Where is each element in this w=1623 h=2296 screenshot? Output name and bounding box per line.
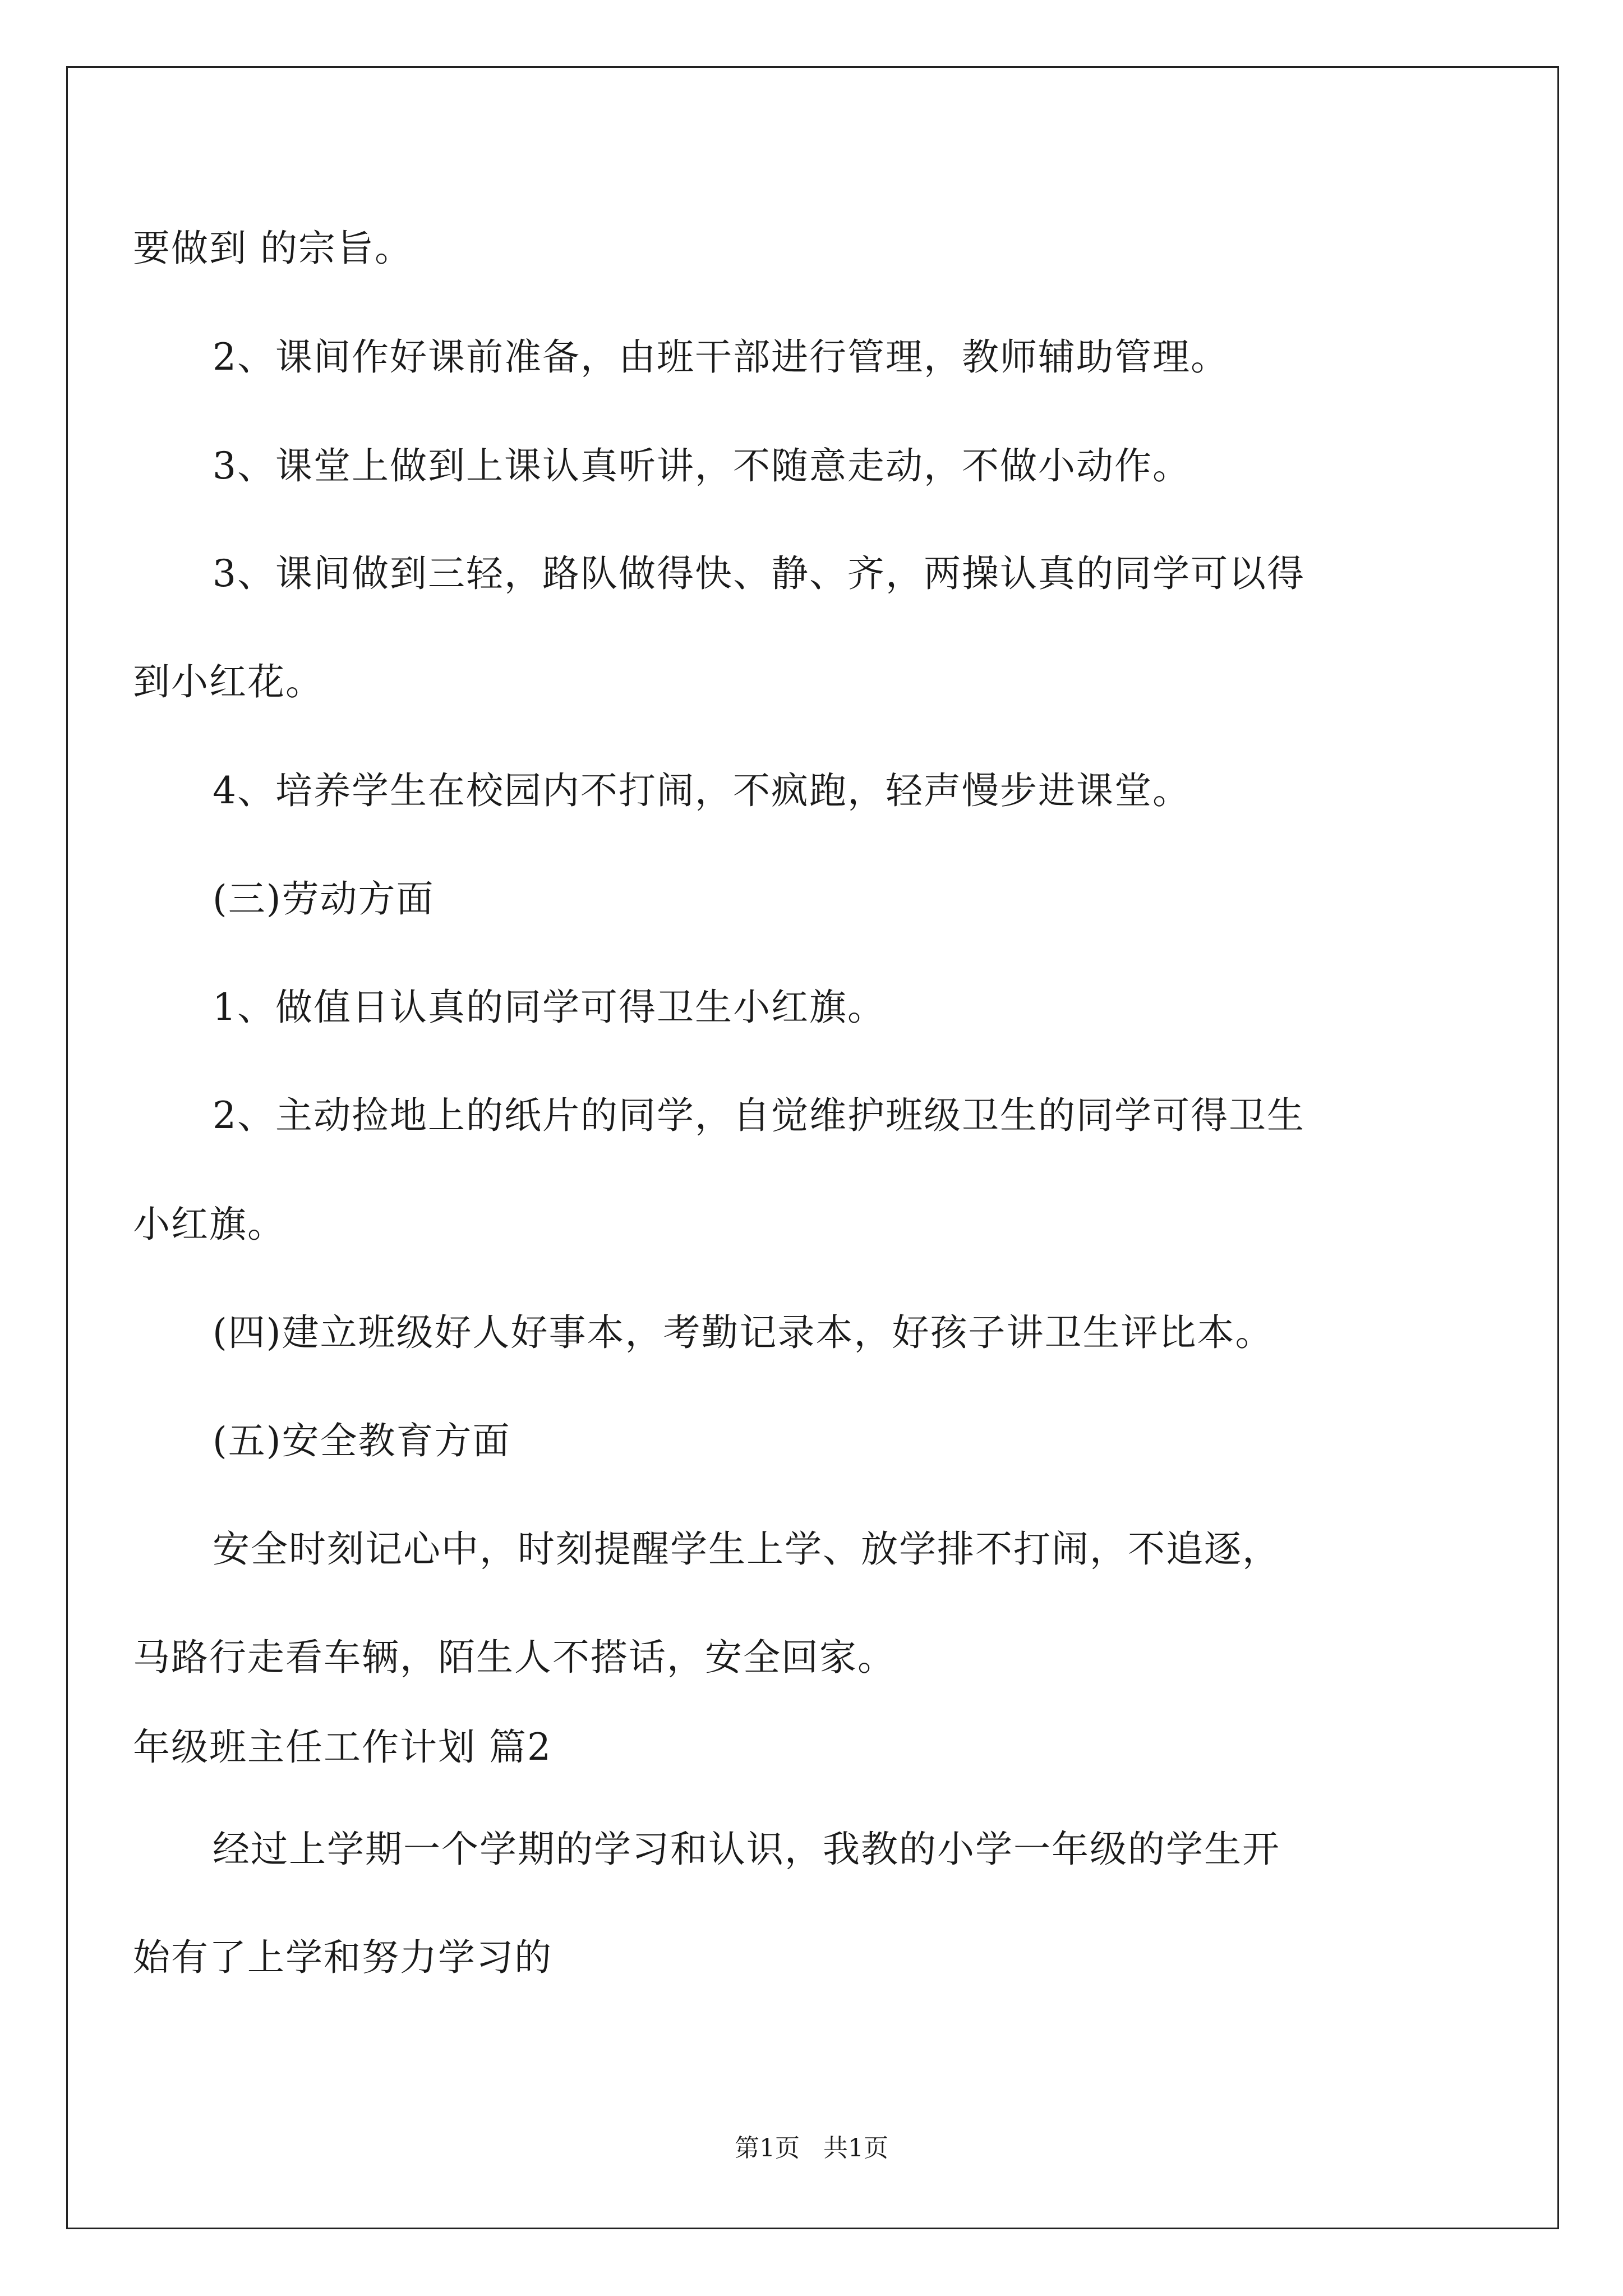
article-title: 年级班主任工作计划 篇2 bbox=[133, 1726, 552, 1769]
page-number-footer: 第1页 共1页 bbox=[735, 2134, 888, 2162]
paragraph-line: 3、课堂上做到上课认真听讲，不随意走动，不做小动作。 bbox=[213, 444, 1191, 487]
page-border bbox=[66, 66, 1559, 2229]
paragraph-line: 要做到 的宗旨。 bbox=[133, 227, 413, 270]
paragraph-line: 1、做值日认真的同学可得卫生小红旗。 bbox=[213, 986, 886, 1029]
paragraph-line: 始有了上学和努力学习的 bbox=[133, 1936, 552, 1979]
section-heading: (五)安全教育方面 bbox=[213, 1419, 511, 1462]
paragraph-line: 2、课间作好课前准备，由班干部进行管理，教师辅助管理。 bbox=[213, 335, 1229, 379]
paragraph-line: (四)建立班级好人好事本，考勤记录本，好孩子讲卫生评比本。 bbox=[213, 1311, 1274, 1354]
paragraph-line: 到小红花。 bbox=[133, 660, 324, 703]
paragraph-line: 安全时刻记心中，时刻提醒学生上学、放学排不打闹，不追逐， bbox=[213, 1527, 1280, 1571]
paragraph-line: 4、培养学生在校园内不打闹，不疯跑，轻声慢步进课堂。 bbox=[213, 769, 1191, 812]
section-heading: (三)劳动方面 bbox=[213, 877, 435, 921]
paragraph-line: 经过上学期一个学期的学习和认识，我教的小学一年级的学生开 bbox=[213, 1828, 1280, 1871]
paragraph-line: 马路行走看车辆，陌生人不搭话，安全回家。 bbox=[133, 1636, 896, 1679]
paragraph-line: 3、课间做到三轻，路队做得快、静、齐，两操认真的同学可以得 bbox=[213, 552, 1305, 595]
paragraph-line: 小红旗。 bbox=[133, 1203, 285, 1246]
paragraph-line: 2、主动捡地上的纸片的同学，自觉维护班级卫生的同学可得卫生 bbox=[213, 1094, 1305, 1137]
